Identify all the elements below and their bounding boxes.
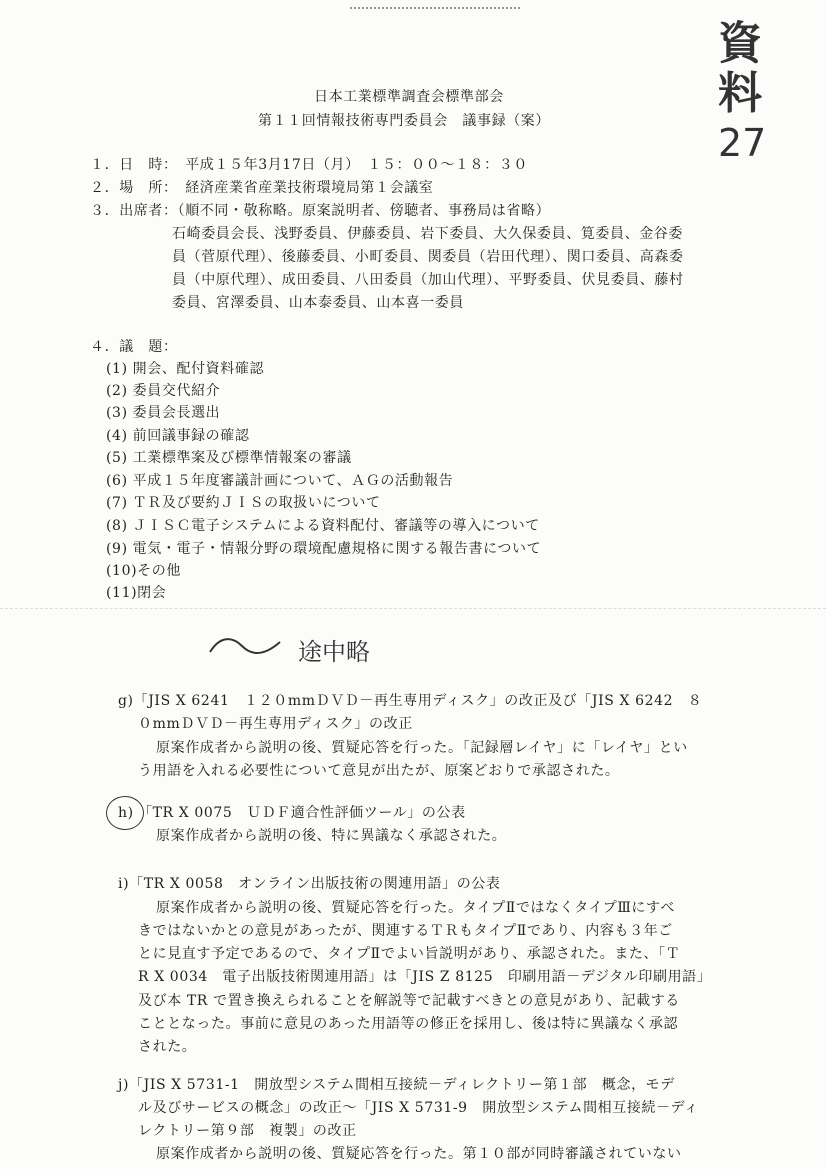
section-i-body: とに見直す予定であるので、タイプⅡでよい旨説明があり、承認された。また、「Ｔ [138,946,681,962]
attendees-line: 委員、宮澤委員、山本泰委員、山本喜一委員 [172,295,464,311]
scan-artifact-line [350,7,520,11]
agenda-item: (1) 開会、配付資料確認 [106,361,265,377]
section-g-body: 原案作成者から説明の後、質疑応答を行った。「記録層レイヤ」に「レイヤ」とい [156,740,688,756]
agenda-item: (8) ＪＩＳＣ電子システムによる資料配付、審議等の導入について [106,518,540,534]
agenda-item: (9) 電気・電子・情報分野の環境配慮規格に関する報告書について [106,541,542,557]
section-g-body: う用語を入れる必要性について意見が出たが、原案どおりで承認された。 [138,763,620,779]
attendees-line: 石崎委員会長、浅野委員、伊藤委員、岩下委員、大久保委員、筧委員、金谷委 [172,226,683,242]
agenda-item: (4) 前回議事録の確認 [106,428,250,444]
section-j-title: j)「JIS X 5731-1 開放型システム間相互接続－ディレクトリー第１部 概念，モデ [118,1077,675,1093]
header-org: 日本工業標準調査会標準部会 [314,89,504,105]
agenda-item: (11)閉会 [106,585,167,601]
page-fold-line [0,608,826,610]
agenda-item: (2) 委員交代紹介 [106,383,221,399]
agenda-heading: ４．議 題： [90,339,178,355]
meeting-datetime: １．日 時： 平成１５年3月17日（月） １５：００～１８：３０ [90,157,528,173]
tilde-scribble-icon [206,630,286,660]
section-i-body: きではないかとの意見があったが、関連するＴＲもタイプⅡであり、内容も３年ご [138,923,673,939]
section-j-body: 原案作成者から説明の後、質疑応答を行った。第１０部が同時審議されていない [156,1146,682,1162]
section-g-title: g)「JIS X 6241 １２０mmＤＶＤ－再生専用ディスク」の改正及び「JIS X 6242 ８ [118,693,703,709]
section-h-label: h) [118,805,134,821]
stamp-number: 27 [718,121,767,165]
agenda-item: (7) ＴＲ及び要約ＪＩＳの取扱いについて [106,495,381,511]
agenda-item: (6) 平成１５年度審議計画について、ＡＧの活動報告 [106,473,454,489]
section-i-body: 及び本 TR で置き換えられることを解説等で記載すべきとの意見があり、記載する [138,993,680,1009]
agenda-item: (10)その他 [106,563,181,579]
section-i-body: された。 [138,1039,197,1055]
stamp-char-1: 資 [718,18,762,69]
agenda-item: (3) 委員会長選出 [106,405,221,421]
section-g-title-cont: ０mmＤＶＤ－再生専用ディスク」の改正 [138,716,413,732]
attendees-line: 員（菅原代理）、後藤委員、小町委員、関委員（岩田代理）、関口委員、高森委 [172,249,684,265]
section-j-title-cont: レクトリー第９部 複製」の改正 [138,1123,357,1139]
stamp-char-2: 料 [718,68,762,119]
section-h-title: 「TR X 0075 ＵＤＦ適合性評価ツール」の公表 [138,805,466,821]
attendees-heading: ３．出席者：（順不同・敬称略。原案説明者、傍聴者、事務局は省略） [90,203,551,219]
page-title: 第１１回情報技術専門委員会 議事録（案） [258,113,550,129]
section-i-body: こととなった。事前に意見のあった用語等の修正を採用し、後は特に異議なく承認 [138,1016,679,1032]
meeting-place: ２．場 所： 経済産業省産業技術環境局第１会議室 [90,180,434,196]
section-i-body: R X 0034 電子出版技術関連用語」は「JIS Z 8125 印刷用語－デジタル印刷用語」 [138,969,712,985]
section-i-title: i)「TR X 0058 オンライン出版技術の関連用語」の公表 [118,876,501,892]
attendees-line: 員（中原代理）、成田委員、八田委員（加山代理）、平野委員、伏見委員、藤村 [172,272,684,288]
section-j-title-cont: ル及びサービスの概念」の改正～「JIS X 5731-9 開放型システム間相互接続－ディ [138,1100,699,1116]
section-h-body: 原案作成者から説明の後、特に異議なく承認された。 [156,828,507,844]
section-i-body: 原案作成者から説明の後、質疑応答を行った。タイプⅡではなくタイプⅢにすべ [156,900,675,916]
agenda-item: (5) 工業標準案及び標準情報案の審議 [106,450,352,466]
handwritten-omitted-note: 途中略 [298,638,370,666]
